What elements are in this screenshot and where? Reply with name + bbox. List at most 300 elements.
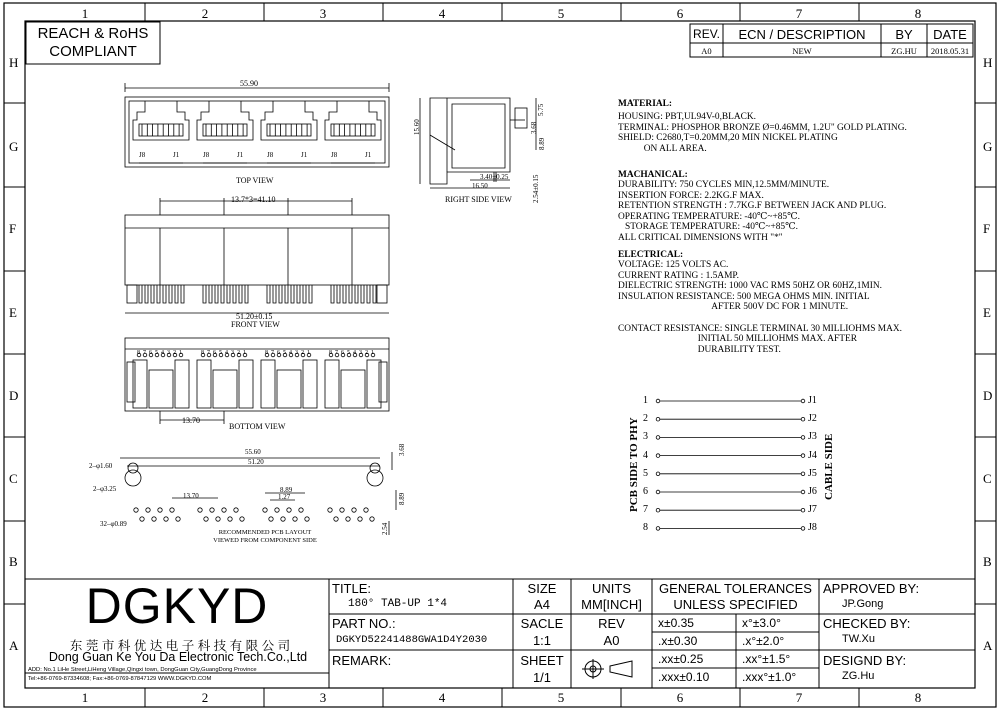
size-value: A4 [534,597,550,612]
bottom-pin-number: 7 [335,350,338,356]
schematic-node-left [656,399,660,403]
pcb-hole-3: 32–φ0.89 [100,520,127,528]
bottom-pin-number: 8 [201,350,204,356]
designed-label: DESIGND BY: [823,653,907,668]
schematic-pin-right: J1 [808,395,817,406]
pcb-hole [275,508,279,512]
rev-value: A0 [701,46,712,56]
front-pin-group-2 [203,285,248,303]
company-name-cn: 东 莞 市 科 优 达 电 子 科 技 有 限 公 司 [69,639,291,653]
bottom-pin-number: 2 [173,350,176,356]
material-spec-line: ON ALL AREA. [618,143,707,154]
port-contact-area [203,124,247,136]
remark-label: REMARK: [332,653,392,668]
pcb-hole-group-2 [198,508,244,521]
pcb-hole [293,517,297,521]
zone-row-g-right: G [983,139,993,154]
zone-row-f: F [9,221,17,236]
mechanical-spec-line: INSERTION FORCE: 2.2KG.F MAX. [618,190,764,201]
material-specs [618,112,907,154]
pcb-hole [281,517,285,521]
bottom-port-3 [261,353,317,408]
bottom-slot-center [341,370,365,408]
electrical-spec-line [618,313,902,324]
zone-col-8: 8 [914,6,922,21]
schematic-node-right [801,508,805,512]
pcb-hole [364,508,368,512]
schematic-pin-right: J8 [808,522,817,534]
bottom-slot-center [277,370,301,408]
units-label: UNITS [592,581,631,596]
front-pin [297,285,300,303]
compliance-label [26,25,160,61]
bottom-slot-left [197,360,211,408]
front-pin-group-1 [139,285,184,303]
schematic-pin-left: 6 [643,486,648,497]
pcb-hole [222,508,226,512]
schematic-node-left [656,417,660,421]
bottom-pin-number: 4 [289,350,292,356]
front-pin [157,285,160,303]
port-outline [197,101,253,140]
right-side-view-drawing [420,98,536,188]
date-value: 2018.05.31 [930,46,970,56]
scale-value: 1:1 [532,633,552,648]
pin-label-j8: J8 [331,151,338,159]
front-pin [343,285,346,303]
rsv-top-gap-dim: 5.75 [537,103,545,116]
pcb-hole [328,508,332,512]
by-value: ZG.HU [891,46,917,56]
zone-row-b: B [9,554,18,569]
material-spec-line: HOUSING: PBT,UL94V-0,BLACK. [618,112,757,122]
pcb-right-dim: 3.68 [398,443,406,456]
front-pin [291,285,294,303]
front-pin [337,285,340,303]
designed-value: ZG.Hu [842,670,875,682]
pcb-hole-group-3 [263,508,309,521]
front-pin [139,285,142,303]
front-pin [273,285,276,303]
bottom-pin-number: 1 [371,350,374,356]
schematic-node-left [656,527,660,531]
mechanical-spec-line: RETENTION STRENGTH : 7.7KG.F BETWEEN JACK AND PLUG. [618,201,887,212]
electrical-title: ELECTRICAL: [618,250,684,260]
bottom-pin-number: 4 [161,350,164,356]
pcb-hole [240,517,244,521]
pcb-hole [216,517,220,521]
zone-row-h-right: H [983,55,993,70]
zone-col-1: 1 [81,6,89,21]
schematic-pin-left: 8 [643,522,648,534]
front-pin [367,285,370,303]
right-side-view-label: RIGHT SIDE VIEW [445,195,512,204]
bottom-port-2 [197,353,253,408]
pin-label-j8: J8 [139,151,146,159]
zone-row-e: E [9,305,17,320]
date-header: DATE [933,27,967,42]
bottom-pin-number: 2 [237,350,240,356]
bottom-pin-number: 3 [295,350,298,356]
front-pin [151,285,154,303]
bottom-pin-number: 5 [155,350,158,356]
schematic-node-right [801,527,805,531]
schematic-pin-left: 5 [643,467,648,479]
tolerance-angular: x°±3.0° [742,616,781,630]
bottom-pin-number: 5 [347,350,350,356]
front-pin [285,285,288,303]
pcb-d1-dim: 8.89 [280,486,293,494]
electrical-spec-line: CURRENT RATING : 1.5AMP. [618,270,739,281]
port-outline [133,101,189,140]
front-pin [373,285,376,303]
units-value: MM[INCH] [581,597,642,612]
checked-value: TW.Xu [842,633,876,645]
pcb-hole [287,508,291,512]
zone-row-d-right: D [983,388,993,403]
schematic-node-right [801,399,805,403]
bottom-pin-number: 1 [243,350,246,356]
checked-label: CHECKED BY: [823,616,911,631]
schematic-node-left [656,490,660,494]
pcb-d4-dim: 2.54 [381,522,389,535]
front-pin [303,285,306,303]
pcb-hole [140,517,144,521]
zone-row-c: C [9,471,18,486]
front-width-dim: 51.20±0.15 [236,312,273,321]
zone-row-b-right: B [983,554,992,569]
zone-col-5-bottom: 5 [557,690,565,705]
pcb-hole [305,517,309,521]
front-pin [227,285,230,303]
front-pin-group-3 [267,285,312,303]
bottom-slot-right [303,360,317,408]
pcb-hole [210,508,214,512]
bottom-peg-right [379,362,387,402]
pcb-inner-dim: 51.20 [248,458,264,466]
schematic-pin-left: 2 [643,413,648,425]
pin-label-j1: J1 [301,151,308,159]
zone-row-e-right: E [983,305,991,320]
material-title: MATERIAL: [618,99,672,109]
schematic-node-right [801,436,805,440]
zone-row-g: G [9,139,19,154]
material-spec-line: TERMINAL: PHOSPHOR BRONZE Ø=0.46MM, 1.2U" GOLD PLATING. [618,122,907,133]
bottom-pin-number: 6 [277,350,280,356]
front-pin [145,285,148,303]
approved-value: JP.Gong [842,598,884,610]
electrical-spec-line: INSULATION RESISTANCE: 500 MEGA OHMS MIN. INITIAL [618,291,870,302]
front-pin [203,285,206,303]
pcb-hole [358,517,362,521]
scale-label: SACLE [520,616,564,631]
bottom-port-4 [325,353,381,408]
rsv-a-dim: 3.68 [530,121,538,134]
tolerance-linear: x±0.35 [658,616,694,630]
bottom-slot-right [239,360,253,408]
electrical-spec-line: CONTACT RESISTANCE: SINGLE TERMINAL 30 MILLIOHMS MAX. [618,323,903,334]
electrical-specs [618,260,902,355]
front-pitch-dim: 13.7*3=41.10 [231,195,276,204]
compliance-line-1: REACH & RoHS [37,25,149,42]
rev-header: REV. [693,27,720,41]
pcb-hole [340,508,344,512]
schematic-node-right [801,417,805,421]
pcb-hole [198,508,202,512]
zone-col-4-bottom: 4 [438,690,446,705]
schematic-node-left [656,454,660,458]
pcb-d2-dim: 1.27 [278,493,291,501]
part-no-label: PART NO.: [332,616,396,631]
zone-row-h: H [9,55,19,70]
zone-row-d: D [9,388,19,403]
zone-col-3-bottom: 3 [319,690,327,705]
front-pin [163,285,166,303]
port-contact-area [267,124,311,136]
front-view-label: FRONT VIEW [231,320,280,329]
rsv-pin-dim: 2.54±0.15 [532,174,540,203]
port-outline [261,101,317,140]
zone-col-7: 7 [795,6,803,21]
electrical-spec-line: DURABILITY TEST. [618,344,781,355]
pcb-hole [228,517,232,521]
pcb-hole [152,517,156,521]
mechanical-specs [618,180,886,244]
schematic-pin-right: J6 [808,486,817,497]
front-pin [209,285,212,303]
schematic-pin-right: J7 [808,504,817,516]
bottom-pin-number: 6 [341,350,344,356]
pcb-side-label: PCB SIDE TO PHY [628,417,640,512]
schematic-pin-right: J4 [808,449,817,461]
bottom-pin-number: 4 [353,350,356,356]
sheet-value: 1/1 [532,670,552,685]
zone-col-5: 5 [557,6,565,21]
pcb-pitch-dim: 13.70 [183,492,199,500]
bottom-pin-number: 3 [359,350,362,356]
zone-col-2: 2 [201,6,209,21]
bottom-pin-number: 6 [213,350,216,356]
title-value: 180° TAB-UP 1*4 [348,598,448,610]
front-pin [279,285,282,303]
front-pin [309,285,312,303]
bottom-pin-number: 3 [231,350,234,356]
zone-col-6-bottom: 6 [676,690,684,705]
bottom-pin-number: 5 [283,350,286,356]
pcb-hole-2: 2–φ3.25 [93,485,117,493]
pcb-layout-label [210,529,320,545]
sheet-label: SHEET [520,653,564,668]
company-name-en: Dong Guan Ke You Da Electronic Tech.Co.,Ltd [48,650,308,664]
company-contact: Tel:+86-0769-87334608; Fax:+86-0769-87847129 WWW.DGKYD.COM [28,676,212,682]
front-pin [245,285,248,303]
pin-label-j1: J1 [365,151,372,159]
port-outline [325,101,381,140]
bottom-pin-number: 6 [149,350,152,356]
bottom-pin-number: 8 [329,350,332,356]
schematic-pin-right: J3 [808,431,817,443]
front-pin [181,285,184,303]
zone-row-a-right: A [983,638,993,653]
bottom-pin-number: 2 [365,350,368,356]
ecn-header: ECN / DESCRIPTION [738,27,866,42]
bottom-pin-number: 5 [219,350,222,356]
pcb-hole [263,508,267,512]
pcb-hole [352,508,356,512]
front-pin [361,285,364,303]
compliance-line-2: COMPLIANT [49,43,137,60]
rsv-depth-dim: 16.50 [472,182,488,190]
pcb-hole [334,517,338,521]
size-label: SIZE [527,581,557,596]
pcb-hole [204,517,208,521]
company-logo: DGKYD [85,578,269,634]
front-pin-group-4 [331,285,376,303]
ecn-value: NEW [792,46,812,56]
pcb-hole-group-1 [134,508,180,521]
electrical-spec-line: DIELECTRIC STRENGTH: 1000 VAC RMS 50HZ OR 60HZ,1MIN. [618,281,882,292]
schematic-node-right [801,472,805,476]
pin-label-j1: J1 [173,151,180,159]
front-pin [233,285,236,303]
title-label: TITLE: [332,581,372,596]
schematic-node-right [801,490,805,494]
pin-label-j8: J8 [267,151,274,159]
front-pin [239,285,242,303]
bottom-pin-number: 4 [225,350,228,356]
zone-col-3: 3 [319,6,327,21]
schematic-pin-left: 1 [643,395,648,406]
pcb-hole [134,508,138,512]
bottom-view-label: BOTTOM VIEW [229,422,286,431]
bottom-pin-number: 1 [179,350,182,356]
zone-row-c-right: C [983,471,992,486]
schematic-node-left [656,436,660,440]
pcb-hole [176,517,180,521]
tolerance-angular: .xxx°±1.0° [742,670,797,684]
rev-label: REV [598,616,625,631]
bottom-pin-number: 7 [143,350,146,356]
zone-col-4: 4 [438,6,446,21]
mechanical-spec-line: STORAGE TEMPERATURE: -40℃~+85℃. [618,222,798,233]
by-header: BY [895,27,913,42]
front-pin [267,285,270,303]
top-view-drawing [125,83,389,167]
electrical-spec-line: INITIAL 50 MILLIOHMS MAX. AFTER [618,334,857,345]
bottom-pin-number: 3 [167,350,170,356]
port-contact-area [139,124,183,136]
cable-side-label: CABLE SIDE [823,433,835,500]
schematic-pin-left: 3 [643,431,648,443]
tolerance-title-2: UNLESS SPECIFIED [673,597,798,612]
company-address: ADD: No.1 LiHe Street,LiHeng Village,Qingxi town, DongGuan City,GuangDong Province [28,667,257,673]
pcb-label-line-1: RECOMMENDED PCB LAYOUT [218,529,312,536]
pin-label-j1: J1 [237,151,244,159]
front-pin [215,285,218,303]
bottom-peg-left [127,362,135,402]
bottom-pitch-dim: 13.70 [182,416,200,425]
pcb-hole [164,517,168,521]
schematic-pin-right: J2 [808,413,817,425]
pinout-schematic [656,399,805,530]
bottom-pin-number: 8 [137,350,140,356]
tolerance-title-1: GENERAL TOLERANCES [659,581,812,596]
bottom-slot-left [261,360,275,408]
tolerance-angular: .xx°±1.5° [742,652,791,666]
zone-col-2-bottom: 2 [201,690,209,705]
pcb-hole [299,508,303,512]
zone-row-f-right: F [983,221,991,236]
bottom-pin-number: 2 [301,350,304,356]
pcb-hole [269,517,273,521]
rsv-height-dim: 15.60 [413,119,421,135]
port-contact-area [331,124,375,136]
front-pin [349,285,352,303]
front-pin [355,285,358,303]
bottom-slot-center [213,370,237,408]
pcb-hole [170,508,174,512]
bottom-pin-number: 1 [307,350,310,356]
approved-label: APPROVED BY: [823,581,920,596]
electrical-spec-line: AFTER 500V DC FOR 1 MINUTE. [618,302,849,313]
part-no-value: DGKYD52241488GWA1D4Y2030 [336,634,488,646]
tolerance-angular: .x°±2.0° [742,634,785,648]
zone-col-6: 6 [676,6,684,21]
top-view-label: TOP VIEW [236,176,274,185]
pcb-hole [158,508,162,512]
schematic-pin-left: 4 [643,449,648,461]
schematic-node-left [656,508,660,512]
pin-label-j8: J8 [203,151,210,159]
pcb-hole-group-4 [328,508,374,521]
bottom-pin-number: 8 [265,350,268,356]
schematic-node-right [801,454,805,458]
top-view-width-dim: 55.90 [240,79,258,88]
zone-col-8-bottom: 8 [914,690,922,705]
pcb-hole [146,508,150,512]
schematic-node-left [656,472,660,476]
material-spec-line: SHIELD: C2680,T=0.20MM,20 MIN NICKEL PLATING [618,133,838,144]
tolerance-linear: .xxx±0.10 [658,670,710,684]
mechanical-title: MACHANICAL: [618,170,688,180]
pcb-hole [234,508,238,512]
zone-col-1-bottom: 1 [81,690,89,705]
mechanical-spec-line: DURABILITY: 750 CYCLES MIN,12.5MM/MINUTE. [618,180,830,190]
pcb-outer-dim: 55.60 [245,448,261,456]
front-pin [175,285,178,303]
zone-col-7-bottom: 7 [795,690,803,705]
zone-row-a: A [9,638,19,653]
mechanical-spec-line: ALL CRITICAL DIMENSIONS WITH "*" [618,232,783,243]
bottom-slot-right [175,360,189,408]
pcb-hole [346,517,350,521]
tolerance-linear: .xx±0.25 [658,652,704,666]
bottom-pin-number: 7 [271,350,274,356]
bottom-port-1 [133,353,189,408]
front-pin [169,285,172,303]
tolerance-linear: .x±0.30 [658,634,698,648]
rev-block-value: A0 [603,633,620,648]
pcb-label-line-2: VIEWED FROM COMPONENT SIDE [213,537,317,544]
pcb-d3-dim: 8.89 [398,492,406,505]
pcb-hole [370,517,374,521]
electrical-spec-line: VOLTAGE: 125 VOLTS AC. [618,260,729,270]
bottom-slot-left [325,360,339,408]
front-pin [221,285,224,303]
schematic-pin-right: J5 [808,467,817,479]
mechanical-spec-line: OPERATING TEMPERATURE: -40℃~+85℃. [618,211,800,222]
bottom-pin-number: 7 [207,350,210,356]
